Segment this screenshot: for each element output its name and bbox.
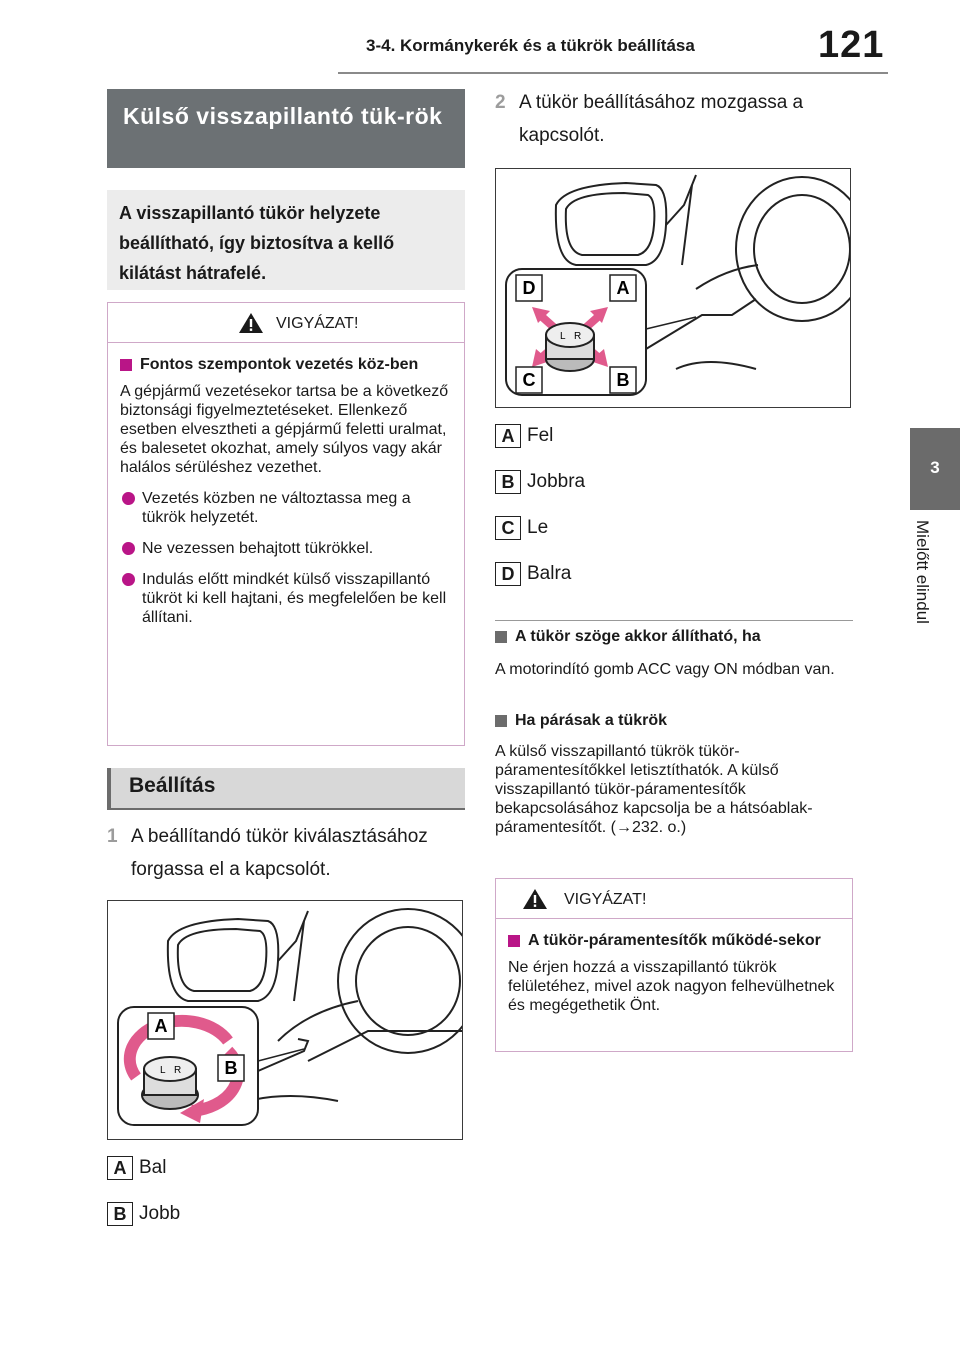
warning-bullet: Ne vezessen behajtott tükrökkel. <box>120 539 452 558</box>
legend-text: Jobbra <box>527 471 586 492</box>
page-number: 121 <box>818 24 885 66</box>
warning-header <box>108 303 464 343</box>
warning-header <box>496 879 852 919</box>
step-number: 1 <box>107 826 118 847</box>
legend-item <box>107 1156 407 1180</box>
warning-bullet: Vezetés közben ne változtassa meg a tükrök helyzetét. <box>120 489 452 527</box>
legend-text: Bal <box>139 1157 167 1178</box>
callout-b: B <box>224 1058 238 1078</box>
switch-left-mark: L <box>160 1065 166 1076</box>
legend-letter: A <box>107 1156 133 1180</box>
mirror-switch-illustration <box>108 901 463 1140</box>
callout-c: C <box>522 370 536 390</box>
mirror-adjust-illustration <box>496 169 851 408</box>
note-body: A motorindító gomb ACC vagy ON módban van. <box>495 661 835 678</box>
warning-paragraph: A gépjármű vezetésekor tartsa be a következő biztonsági figyelmeztetéseket. Ellenkező esetben elvesztheti a gépjármű feletti uralmat, és balesetet okozhat, amely súlyos vagy akár halálos sérüléshez vezethet. <box>120 383 449 476</box>
warning-title: VIGYÁZAT! <box>564 891 647 908</box>
warning-bullet: Indulás előtt mindkét külső visszapillantó tükröt ki kell hajtani, és megfelelően be kell állítani. <box>120 570 452 627</box>
switch-left-mark: L <box>560 331 566 342</box>
callout-b: B <box>616 370 630 390</box>
legend-item <box>107 1202 407 1226</box>
warning-heading: Fontos szempontok vezetés köz-ben <box>120 355 452 374</box>
external-mirrors-intro: A visszapillantó tükör helyzete beállítható, így biztosítva a kellő kilátást hátrafelé. <box>107 190 465 290</box>
external-mirrors-title: Külső visszapillantó tük-rök <box>107 89 465 168</box>
note-heading: A tükör szöge akkor állítható, ha <box>495 628 855 646</box>
warning-box-1 <box>107 302 465 746</box>
legend-letter: C <box>495 516 521 540</box>
legend-item <box>495 562 795 586</box>
switch-right-mark: R <box>574 331 582 342</box>
switch-right-mark: R <box>174 1065 182 1076</box>
callout-a: A <box>616 278 630 298</box>
legend-letter: A <box>495 424 521 448</box>
legend-text: Le <box>527 517 549 538</box>
legend-letter: B <box>495 470 521 494</box>
section-title: 3-4. Kormánykerék és a tükrök beállítása <box>366 36 695 55</box>
step-number: 2 <box>495 92 506 113</box>
callout-d: D <box>522 278 536 298</box>
legend-text: Balra <box>527 563 572 584</box>
figure-select-mirror <box>107 900 463 1140</box>
warning-triangle-icon <box>522 888 548 910</box>
legend-letter: B <box>107 1202 133 1226</box>
page-header <box>0 0 960 78</box>
note-heading: Ha párásak a tükrök <box>495 712 855 730</box>
header-rule <box>338 72 888 74</box>
warning-paragraph: Ne érjen hozzá a visszapillantó tükrök felületéhez, mivel azok nagyon felhevülhetnek és megégethetik Önt. <box>508 959 835 1014</box>
legend-item <box>495 516 795 540</box>
settings-rule <box>107 808 465 810</box>
chapter-label: Mielőtt elindul <box>913 520 932 624</box>
step-1 <box>107 820 467 886</box>
figure-adjust-mirror <box>495 168 851 408</box>
legend-letter: D <box>495 562 521 586</box>
warning-box-2 <box>495 878 853 1052</box>
step-text: A beállítandó tükör kiválasztásához forgassa el a kapcsolót. <box>131 826 428 880</box>
legend-text: Fel <box>527 425 554 446</box>
legend-text: Jobb <box>139 1203 181 1224</box>
step-text: A tükör beállításához mozgassa a kapcsolót. <box>519 92 804 146</box>
warning-triangle-icon <box>238 312 264 334</box>
chapter-tab[interactable]: 3 <box>910 428 960 510</box>
notes-divider <box>495 620 853 621</box>
warning-title: VIGYÁZAT! <box>276 315 359 332</box>
settings-title: Beállítás <box>107 768 465 808</box>
warning-heading: A tükör-páramentesítők működé-sekor <box>508 931 840 950</box>
callout-a: A <box>154 1016 168 1036</box>
note-body: A külső visszapillantó tükrök tükör-páramentesítőkkel letisztíthatók. A külső visszapillantó tükör-páramentesítők bekapcsolásához kapcsolja be a hátsóablak-páramentesítőt. (→232. o.) <box>495 743 813 836</box>
legend-item <box>495 424 795 448</box>
step-2 <box>495 86 840 152</box>
legend-item <box>495 470 795 494</box>
